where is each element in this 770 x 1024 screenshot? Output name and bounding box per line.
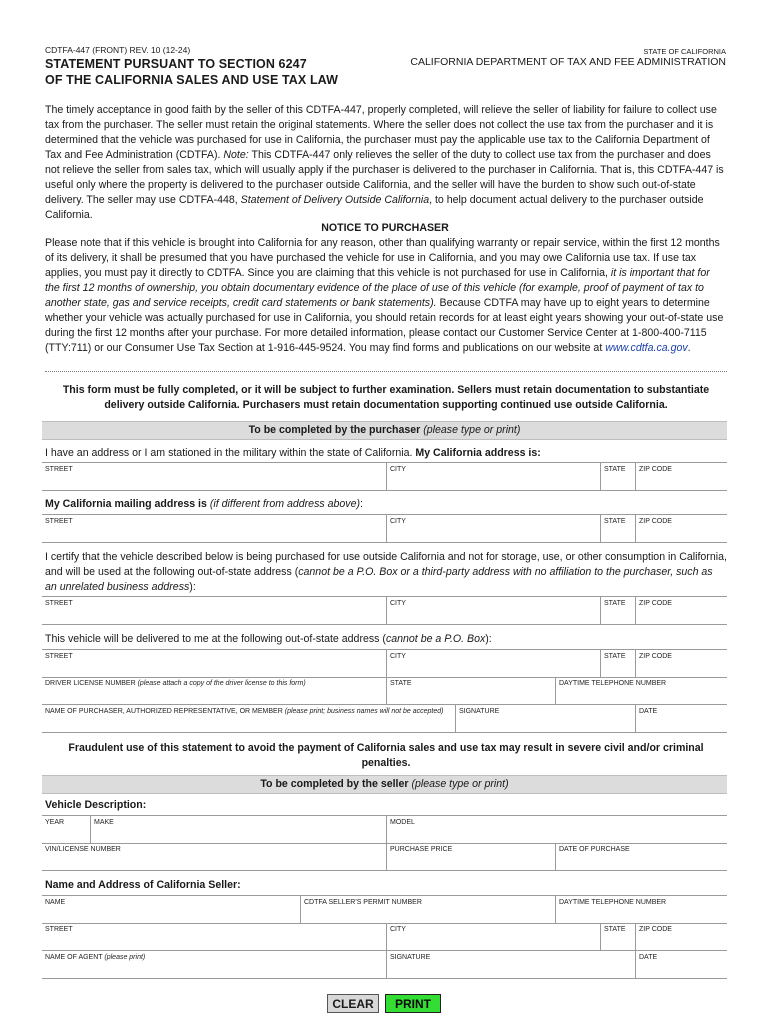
- delivery-address-row: [42, 649, 727, 678]
- intro-text-2: This CDTFA-447 only relieves the seller of the duty to collect use tax from the purchaser and does not relieve the seller from sales tax, which will usually apply if the purchaser is delivered to the purchaser in California. That is, this CDTFA-447 is useful only where the property is delivered to the purchaser outside California, and the seller will have the burden to show such out-of-state delivery. The seller may use CDTFA-448,: [45, 149, 724, 206]
- mailing-italic: (if different from address above): [209, 498, 361, 510]
- driver-license-field[interactable]: [42, 677, 386, 704]
- department-label: CALIFORNIA DEPARTMENT OF TAX AND FEE ADMINISTRATION: [410, 56, 726, 68]
- dl-note: (please attach a copy of the driver license to this form): [137, 680, 306, 687]
- ca-address-text: I have an address or I am stationed in the military within the state of California.: [45, 447, 413, 459]
- seller-phone-field[interactable]: DAYTIME TELEPHONE NUMBER: [555, 896, 727, 923]
- out-of-state-address-row: [42, 596, 727, 625]
- model-field[interactable]: MODEL: [386, 816, 727, 843]
- agent-label: NAME OF AGENT: [45, 954, 103, 961]
- intro-text-1: The timely acceptance in good faith by the seller of this CDTFA-447, properly completed, will relieve the seller of liability for failure to collect use tax from the purchaser. The seller must retain the original statements. Where the seller does not collect the use tax from the purchaser and it is determined that the vehicle was purchased for use in California, the purchaser must pay the applicable use tax to the California Department of Tax and Fee Administration (CDTFA).: [45, 104, 717, 161]
- year-field[interactable]: YEAR: [45, 819, 65, 826]
- title-line-2: OF THE CALIFORNIA SALES AND USE TAX LAW: [45, 73, 339, 87]
- purchaser-signature-field[interactable]: SIGNATURE: [455, 705, 635, 732]
- intro-note-label: Note:: [223, 149, 249, 161]
- oos-zip-field[interactable]: ZIP CODE: [635, 597, 727, 624]
- notice-text-3: Because CDTFA may have up to eight years to determine whether your vehicle was actually purchased for use in California, you should retain records for at least eight years showing your out-of-state use during the first 12 months after your purchase. For more detailed information, please contact our Customer Service Center at 1-800-400-7115 (TTY:711) or our Consumer Use Tax Section at 1-916-445-9524. You may find forms and publications on our website at: [45, 297, 724, 354]
- oos-street-field[interactable]: STREET: [45, 600, 73, 607]
- notice-text-4: .: [687, 342, 691, 354]
- seller-row-2: [42, 923, 727, 951]
- fraud-warning: Fraudulent use of this statement to avoid the payment of California sales and use tax may result in severe civil and/or criminal penalties.: [68, 742, 704, 769]
- oos-state-field[interactable]: STATE: [600, 597, 635, 624]
- vin-field[interactable]: VIN/LICENSE NUMBER: [45, 846, 121, 853]
- ca-address-bold: My California address is:: [415, 447, 541, 459]
- delivery-statement: [45, 632, 727, 647]
- notice-text-1: Please note that if this vehicle is brought into California for any reason, other than qualifying warranty or repair service, within the first 12 months of its delivery, it shall be presumed that you have purchased the vehicle for use in California, and you may owe California use tax. If use tax applies, you must pay it directly to CDTFA. Since you are claiming that this vehicle is not purchased for use in California,: [45, 237, 720, 279]
- seller-permit-field[interactable]: CDTFA SELLER'S PERMIT NUMBER: [300, 896, 555, 923]
- ca-city-field[interactable]: CITY: [386, 463, 600, 490]
- purchaser-section-header: [42, 421, 727, 440]
- delivery-city-field[interactable]: CITY: [386, 650, 600, 677]
- ca-state-field[interactable]: STATE: [600, 463, 635, 490]
- seller-state-field[interactable]: STATE: [600, 923, 635, 950]
- certify-text-a: I certify that the vehicle described below is being purchased for use outside California and not for storage, use, or other consumption in California, and will be used at the following out-of-state address (: [45, 551, 727, 578]
- certify-italic: cannot be a P.O. Box or a third-party address with no affiliation to the purchaser, such as an unrelated business address: [45, 566, 713, 593]
- print-button[interactable]: PRINT: [385, 994, 441, 1013]
- oos-city-field[interactable]: CITY: [386, 597, 600, 624]
- seller-zip-field[interactable]: ZIP CODE: [635, 923, 727, 950]
- ca-address-row: [42, 462, 727, 491]
- intro-text-3: , to help document actual delivery to the purchaser outside California.: [45, 194, 704, 221]
- seller-heading: Name and Address of California Seller:: [45, 879, 241, 891]
- seller-section-header: [42, 775, 727, 794]
- purchaser-date-field[interactable]: DATE: [635, 705, 727, 732]
- mailing-address-row: [42, 514, 727, 543]
- certify-text-b: ):: [189, 581, 196, 593]
- divider: [45, 371, 727, 372]
- mailing-colon: :: [360, 498, 363, 510]
- dl-state-field[interactable]: STATE: [386, 677, 555, 704]
- mailing-city-field[interactable]: CITY: [386, 515, 600, 542]
- seller-band-note: (please type or print): [411, 778, 509, 790]
- notice-paragraph: [45, 236, 727, 356]
- delivery-state-field[interactable]: STATE: [600, 650, 635, 677]
- state-label: STATE OF CALIFORNIA: [643, 47, 726, 56]
- seller-date-field[interactable]: DATE: [635, 951, 727, 978]
- intro-paragraph: [45, 103, 727, 223]
- seller-city-field[interactable]: CITY: [386, 923, 600, 950]
- purchaser-phone-field[interactable]: DAYTIME TELEPHONE NUMBER: [555, 677, 727, 704]
- delivery-text-b: ):: [485, 633, 492, 645]
- ca-street-field[interactable]: STREET: [45, 466, 73, 473]
- seller-band-label: To be completed by the seller: [260, 778, 409, 790]
- seller-row-1: [42, 895, 727, 924]
- seller-row-3: [42, 951, 727, 979]
- delivery-zip-field[interactable]: ZIP CODE: [635, 650, 727, 677]
- notice-text-italic: it is important that for the first 12 months of ownership, you obtain documentary evidence of the place of use of this vehicle (for example, proof of payment of tax to another state, gas and service receipts, credit card statements or bank statements).: [45, 267, 710, 309]
- purchase-date-field[interactable]: DATE OF PURCHASE: [555, 843, 727, 870]
- purchaser-band-note: (please type or print): [423, 424, 521, 436]
- completion-warning: This form must be fully completed, or it will be subject to further examination. Sellers must retain documentation to substantiate delivery outside California. Purchasers must retain documentation supporting continued use outside California.: [62, 384, 710, 411]
- mailing-zip-field[interactable]: ZIP CODE: [635, 515, 727, 542]
- purchaser-name-label: NAME OF PURCHASER, AUTHORIZED REPRESENTATIVE, OR MEMBER: [45, 708, 283, 715]
- dl-label: DRIVER LICENSE NUMBER: [45, 680, 136, 687]
- vehicle-description-heading: Vehicle Description:: [45, 799, 147, 811]
- seller-street-field[interactable]: STREET: [45, 926, 73, 933]
- ca-zip-field[interactable]: ZIP CODE: [635, 463, 727, 490]
- agent-note: (please print): [104, 954, 146, 961]
- seller-name-field[interactable]: NAME: [45, 899, 66, 906]
- mailing-address-statement: [45, 497, 727, 512]
- agent-name-field[interactable]: [42, 951, 386, 978]
- purchase-price-field[interactable]: PURCHASE PRICE: [386, 843, 555, 870]
- certification-statement: [45, 550, 727, 595]
- vehicle-row-1: [42, 815, 727, 844]
- ca-address-statement: [45, 446, 727, 461]
- mailing-bold: My California mailing address is: [45, 498, 207, 510]
- delivery-italic: cannot be a P.O. Box: [385, 633, 486, 645]
- delivery-street-field[interactable]: STREET: [45, 653, 73, 660]
- form-title: [45, 56, 338, 88]
- mailing-state-field[interactable]: STATE: [600, 515, 635, 542]
- vehicle-row-2: [42, 843, 727, 871]
- website-link[interactable]: www.cdtfa.ca.gov: [605, 342, 688, 354]
- title-line-1: STATEMENT PURSUANT TO SECTION 6247: [45, 57, 307, 71]
- form-number: CDTFA-447 (FRONT) REV. 10 (12-24): [45, 45, 191, 55]
- purchaser-signature-row: [42, 705, 727, 733]
- notice-title: NOTICE TO PURCHASER: [321, 222, 449, 234]
- purchaser-name-field[interactable]: [42, 705, 455, 732]
- purchaser-band-label: To be completed by the purchaser: [248, 424, 421, 436]
- purchaser-name-note: (please print; business names will not be accepted): [284, 708, 444, 715]
- driver-license-row: [42, 677, 727, 705]
- make-field[interactable]: MAKE: [90, 816, 386, 843]
- intro-form-title: Statement of Delivery Outside California: [240, 194, 430, 206]
- delivery-text-a: This vehicle will be delivered to me at the following out-of-state address (: [45, 633, 386, 645]
- mailing-street-field[interactable]: STREET: [45, 518, 73, 525]
- seller-signature-field[interactable]: SIGNATURE: [386, 951, 635, 978]
- clear-button[interactable]: CLEAR: [327, 994, 379, 1013]
